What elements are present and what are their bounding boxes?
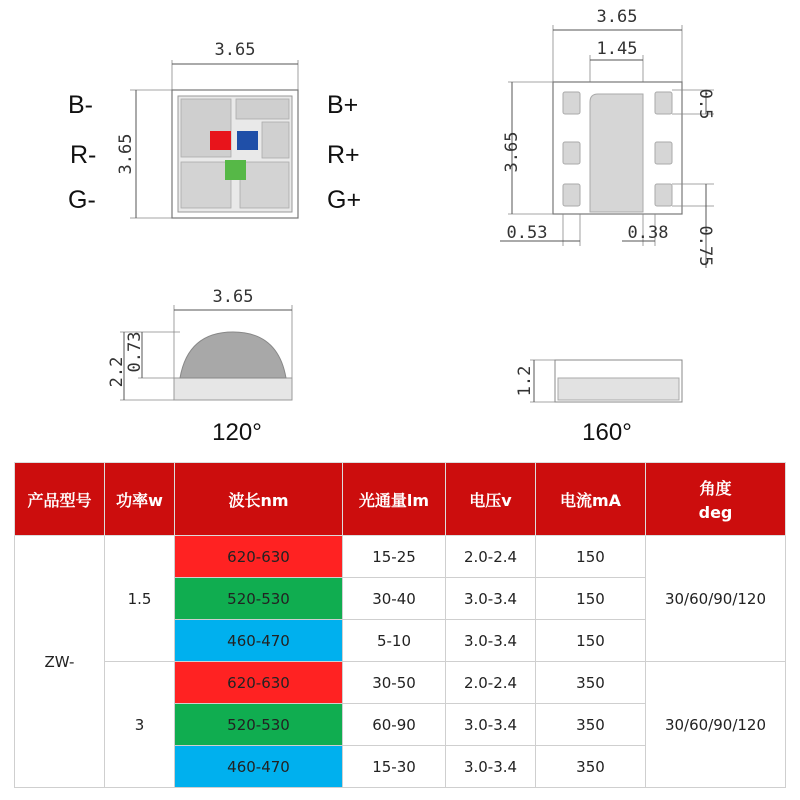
bottom-pad-l2 bbox=[563, 142, 580, 164]
current-cell: 150 bbox=[536, 536, 646, 578]
top-view bbox=[68, 40, 361, 218]
pin-r-plus: R+ bbox=[327, 141, 360, 169]
bottom-pad-l3 bbox=[563, 184, 580, 206]
pin-b-plus: B+ bbox=[327, 91, 359, 119]
angle-cell: 30/60/90/120 bbox=[646, 536, 786, 662]
pad-left-bottom bbox=[181, 162, 231, 208]
header-current: 电流mA bbox=[536, 463, 646, 536]
flux-cell: 30-40 bbox=[343, 578, 446, 620]
side-view-dome bbox=[107, 287, 292, 446]
header-wavelength: 波长nm bbox=[175, 463, 343, 536]
voltage-cell: 2.0-2.4 bbox=[446, 662, 536, 704]
flux-cell: 15-25 bbox=[343, 536, 446, 578]
current-cell: 150 bbox=[536, 578, 646, 620]
dome-base-height-dim: 0.73 bbox=[125, 331, 145, 373]
bottom-center-pad bbox=[590, 94, 643, 212]
bottom-pad-r2 bbox=[655, 142, 672, 164]
table-row bbox=[15, 662, 786, 704]
header-model: 产品型号 bbox=[15, 463, 105, 536]
current-cell: 350 bbox=[536, 662, 646, 704]
edge-dim: 0.53 bbox=[506, 223, 548, 243]
voltage-cell: 3.0-3.4 bbox=[446, 578, 536, 620]
gap-dim: 0.38 bbox=[627, 223, 669, 243]
center-pad-dim: 1.45 bbox=[596, 39, 638, 59]
flat-body bbox=[558, 378, 679, 400]
pad-right-bottom bbox=[240, 162, 289, 208]
pad-height-dim: 0.5 bbox=[695, 88, 715, 120]
dome-width-dim: 3.65 bbox=[212, 287, 254, 307]
green-chip bbox=[225, 160, 246, 180]
flat-angle-label: 160° bbox=[582, 419, 632, 446]
pin-r-minus: R- bbox=[70, 141, 97, 169]
wavelength-cell: 520-530 bbox=[175, 578, 343, 620]
bottom-view bbox=[500, 7, 715, 268]
wavelength-cell: 620-630 bbox=[175, 662, 343, 704]
wavelength-cell: 620-630 bbox=[175, 536, 343, 578]
flux-cell: 5-10 bbox=[343, 620, 446, 662]
header-power: 功率w bbox=[105, 463, 175, 536]
pin-g-plus: G+ bbox=[327, 186, 362, 214]
bottom-width-dim: 3.65 bbox=[596, 7, 638, 27]
dome-lens bbox=[180, 332, 286, 378]
wavelength-cell: 520-530 bbox=[175, 704, 343, 746]
bottom-pad-r1 bbox=[655, 92, 672, 114]
voltage-cell: 2.0-2.4 bbox=[446, 536, 536, 578]
voltage-cell: 3.0-3.4 bbox=[446, 746, 536, 788]
power-cell: 3 bbox=[105, 662, 175, 788]
blue-chip bbox=[237, 131, 258, 150]
top-width-dim: 3.65 bbox=[214, 40, 256, 60]
spec-table bbox=[14, 462, 786, 788]
current-cell: 350 bbox=[536, 704, 646, 746]
flux-cell: 60-90 bbox=[343, 704, 446, 746]
header-angle-line2: deg bbox=[698, 503, 733, 522]
power-cell: 1.5 bbox=[105, 536, 175, 662]
bottom-height-dim: 3.65 bbox=[502, 131, 522, 173]
pin-b-minus: B- bbox=[68, 91, 93, 119]
wavelength-cell: 460-470 bbox=[175, 746, 343, 788]
dome-base bbox=[174, 378, 292, 400]
red-chip bbox=[210, 131, 231, 150]
pad-pitch-dim: 0.75 bbox=[695, 225, 715, 267]
header-angle bbox=[646, 463, 786, 536]
table-row bbox=[15, 536, 786, 578]
top-height-dim: 3.65 bbox=[116, 133, 136, 175]
side-view-flat bbox=[515, 360, 682, 446]
bottom-pad-r3 bbox=[655, 184, 672, 206]
table-header-row bbox=[15, 463, 786, 536]
flat-height-dim: 1.2 bbox=[515, 365, 535, 397]
model-cell: ZW- bbox=[15, 536, 105, 788]
flux-cell: 15-30 bbox=[343, 746, 446, 788]
dome-total-height-dim: 2.2 bbox=[107, 356, 127, 388]
current-cell: 350 bbox=[536, 746, 646, 788]
dome-angle-label: 120° bbox=[212, 419, 262, 446]
header-angle-line1: 角度 bbox=[699, 479, 732, 498]
wavelength-cell: 460-470 bbox=[175, 620, 343, 662]
current-cell: 150 bbox=[536, 620, 646, 662]
voltage-cell: 3.0-3.4 bbox=[446, 704, 536, 746]
pin-g-minus: G- bbox=[68, 186, 96, 214]
pad-right-top bbox=[236, 99, 289, 119]
angle-cell: 30/60/90/120 bbox=[646, 662, 786, 788]
flux-cell: 30-50 bbox=[343, 662, 446, 704]
bottom-pad-l1 bbox=[563, 92, 580, 114]
pad-right-middle bbox=[262, 122, 289, 158]
header-voltage: 电压v bbox=[446, 463, 536, 536]
voltage-cell: 3.0-3.4 bbox=[446, 620, 536, 662]
header-flux: 光通量lm bbox=[343, 463, 446, 536]
